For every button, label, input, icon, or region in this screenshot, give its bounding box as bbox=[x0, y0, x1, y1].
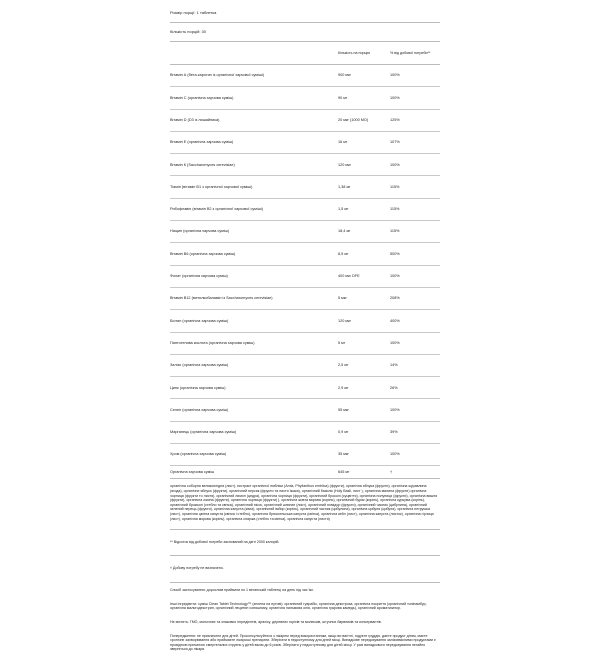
nutrient-amount: 8,5 мг bbox=[338, 251, 349, 256]
nutrient-amount: 2,5 мг bbox=[338, 363, 349, 368]
other-ingredients: Інші інгредієнти: суміш Clean Tablet Technology™ (зелена на нутові): органічний гуарабік, органічна декстроза, органічна покриття (органічний топінамбур, органічна мальтодекстрин, органічний лецитин соняшнику, органічна пальмова олія, органічна гуарова камедь), органічний ароматизатор. bbox=[170, 601, 427, 611]
nutrient-name: Залізо (органічна харчова суміш) bbox=[170, 363, 229, 368]
nutrient-row bbox=[170, 132, 440, 154]
nutrient-row bbox=[170, 87, 440, 109]
nutrient-dv: 100% bbox=[390, 452, 400, 457]
nutrient-amount: 120 мкг bbox=[338, 318, 352, 323]
nutrient-amount: 16 мг bbox=[338, 140, 348, 145]
nutrient-dv: 26% bbox=[390, 385, 398, 390]
nutrient-row bbox=[170, 333, 440, 355]
nutrient-dv: 125% bbox=[390, 117, 400, 122]
blend-name: Органічна харчова суміш bbox=[170, 470, 215, 475]
nutrient-row bbox=[170, 288, 440, 310]
nutrient-row bbox=[170, 355, 440, 377]
blend-ingredients: органічна соборна великоплідна (лист), екстракт органічної ембліки (Amla, Phyllanthus emblica) (фрукти), органічна яблука (фрукти), органічна журавлина (ягода), органічне яблуко (фрукти), органічний персик (фрукти та листя їжака), органічний базилік (Holy Basil, лист ), органічна малина (фрукти) органічна чорниця (фрукти то листя), органічний лимон (цедра), органічна чорниця (фрукти), органічний броколі (суцвіття), органічна полуниця (фрукти), органічна вишня (фрукти), органічна ожина (фрукти), органічна чорниця (фрукти) ), органічна жовта морква (корінь), органічний буряк (корінь), органічна куркума (корінь), органічний брокколі (стебло та квітка), органічний пісок, органічний шпинат (лист), органічний помідор (фрукти), органічний часник (цибулина), органічний зелений перець (фрукти), органічна капуста (кімчі), органічний імбир (корінь), органічний часник (цибулина), органічна цибуля (цибуля), органічна петрушка (лист), органічна цвітна капуста (квітка і стебло), органічна брюссельська капуста (квітка), органічна кейл (лист), органічна капуста (листок), органічна гірчиця (лист), органічна морква (корінь), органічна спаржа (стебло та квітка), органічна капуста (листя) bbox=[170, 479, 440, 530]
nutrient-row bbox=[170, 176, 440, 198]
nutrient-row bbox=[170, 444, 440, 466]
blend-row bbox=[170, 466, 440, 479]
nutrient-name: Ніацин (органічна харчова суміш) bbox=[170, 229, 229, 234]
column-header-dv: % від добової потреби** bbox=[390, 50, 431, 55]
nutrient-amount: 1,5 мг bbox=[338, 207, 349, 212]
nutrient-amount: 5 мкг bbox=[338, 296, 347, 301]
nutrient-dv: 115% bbox=[390, 184, 400, 189]
nutrient-amount: 5 мг bbox=[338, 340, 346, 345]
nutrient-dv: 107% bbox=[390, 140, 400, 145]
column-header-amount: Кількість на порцію bbox=[338, 50, 371, 55]
nutrient-row bbox=[170, 65, 440, 87]
nutrient-dv: 100% bbox=[390, 340, 400, 345]
nutrient-dv: 39% bbox=[390, 430, 398, 435]
nutrient-amount: 90 мг bbox=[338, 95, 348, 100]
blend-dv: † bbox=[390, 470, 393, 475]
nutrient-name: Пантотенова кислота (органічна харчова суміш) bbox=[170, 340, 255, 345]
nutrient-name: Тіамін (вітамін В1 з органічної харчової суміші) bbox=[170, 184, 253, 189]
nutrient-name: Цинк (органічна харчова суміш) bbox=[170, 385, 226, 390]
warning-text: Попередження: не призначене для дітей. Проконсультуйтеся з лікарем перед використанням, якщо ви вагітні, годуєте груддю, даєте продукт дітям, маєте хронічне захворювання або приймаєте лікарські препарати. Зберігати в недоступному для дітей місці. Випадкове передозування залізовмісними продуктами є провідною причиною смертельних отруєнь у дітей віком до 6 років. Зберігати у недоступному для дітей місці. У разі випадкового передозування негайно зверніться до лікаря. bbox=[170, 633, 436, 652]
nutrient-name: Біотин (органічна харчова суміш) bbox=[170, 318, 229, 323]
nutrient-amount: 18,4 мг bbox=[338, 229, 351, 234]
nutrient-amount: 20 мкг (1000 МО) bbox=[338, 117, 369, 122]
blend-amount: 645 мг bbox=[338, 470, 350, 475]
nutrient-name: Вітамін В12 (метилкобаламін із Saccharomyces cerevisiae) bbox=[170, 296, 273, 301]
nutrient-amount: 400 мкг DFE bbox=[338, 274, 360, 279]
supplement-facts-panel bbox=[170, 4, 440, 656]
nutrient-row bbox=[170, 310, 440, 332]
nutrient-name: Селен (органічна харчова суміш) bbox=[170, 407, 229, 412]
nutrient-dv: 500% bbox=[390, 251, 400, 256]
nutrient-row bbox=[170, 199, 440, 221]
nutrient-dv: 100% bbox=[390, 95, 400, 100]
nutrient-amount: 120 мкг bbox=[338, 162, 352, 167]
nutrient-name: Вітамін С (органічна харчова суміш) bbox=[170, 95, 234, 100]
nutrient-row bbox=[170, 399, 440, 421]
serving-size: Розмір порції: 1 таблетка bbox=[170, 4, 440, 23]
nutrient-name: Вітамін К (Saccharomyces cerevisiae) bbox=[170, 162, 235, 167]
nutrient-name: Вітамін В6 (органічна харчова суміш) bbox=[170, 251, 236, 256]
nutrient-amount: 35 мкг bbox=[338, 452, 349, 457]
nutrient-row bbox=[170, 243, 440, 265]
nutrient-row bbox=[170, 422, 440, 444]
nutrient-amount: 900 мкг bbox=[338, 73, 352, 78]
nutrient-name: Вітамін А (бета-каротин із органічної харчової суміші) bbox=[170, 73, 264, 78]
nutrient-dv: 100% bbox=[390, 274, 400, 279]
nutrient-amount: 0,9 мг bbox=[338, 430, 349, 435]
servings-per-container: Кількість порцій: 30 bbox=[170, 23, 440, 42]
nutrient-dv: 100% bbox=[390, 73, 400, 78]
nutrient-amount: 2,9 мг bbox=[338, 385, 349, 390]
nutrient-dv: 208% bbox=[390, 296, 400, 301]
nutrient-rows bbox=[170, 65, 440, 466]
nutrient-name: Вітамін D (D3 із лишайника) bbox=[170, 117, 220, 122]
nutrient-amount: 55 мкг bbox=[338, 407, 349, 412]
nutrient-row bbox=[170, 154, 440, 176]
nutrient-dv: 100% bbox=[390, 407, 400, 412]
nutrient-row bbox=[170, 377, 440, 399]
column-header-row bbox=[170, 42, 440, 65]
nutrient-name: Марганець (органічна харчова суміш) bbox=[170, 430, 237, 435]
nutrient-dv: 400% bbox=[390, 318, 400, 323]
usage-directions: Спосіб застосування: дорослим приймати по 1 веганській таблетці на день під час їжі. bbox=[170, 588, 314, 593]
nutrient-amount: 1,38 мг bbox=[338, 184, 351, 189]
nutrient-dv: 115% bbox=[390, 229, 400, 234]
nutrient-row bbox=[170, 110, 440, 132]
nutrient-dv: 115% bbox=[390, 207, 400, 212]
nutrient-name: Фолат (органічна харчова суміш) bbox=[170, 274, 228, 279]
nutrient-dv: 100% bbox=[390, 162, 400, 167]
nutrient-dv: 14% bbox=[390, 363, 398, 368]
nutrient-row bbox=[170, 221, 440, 243]
nutrient-name: Вітамін Е (органічна харчова суміш) bbox=[170, 140, 234, 145]
nutrient-name: Рибофлавін (вітамін В2 з органічної харчової суміші) bbox=[170, 207, 263, 212]
nutrient-row bbox=[170, 266, 440, 288]
nutrient-name: Хром (органічна харчова суміш) bbox=[170, 452, 227, 457]
footnote-not-established: † Добову потребу не визначено. bbox=[170, 556, 440, 584]
free-from-statement: Не містить: ГМО, молочних та злакових інгредієнтів, арахісу, деревних горіхів та молюсків, штучних барвників та консервантів. bbox=[170, 620, 382, 625]
footnote-daily-value: ** Відсоток від добової потреби заснований на дієті 2000 калорій. bbox=[170, 530, 440, 556]
